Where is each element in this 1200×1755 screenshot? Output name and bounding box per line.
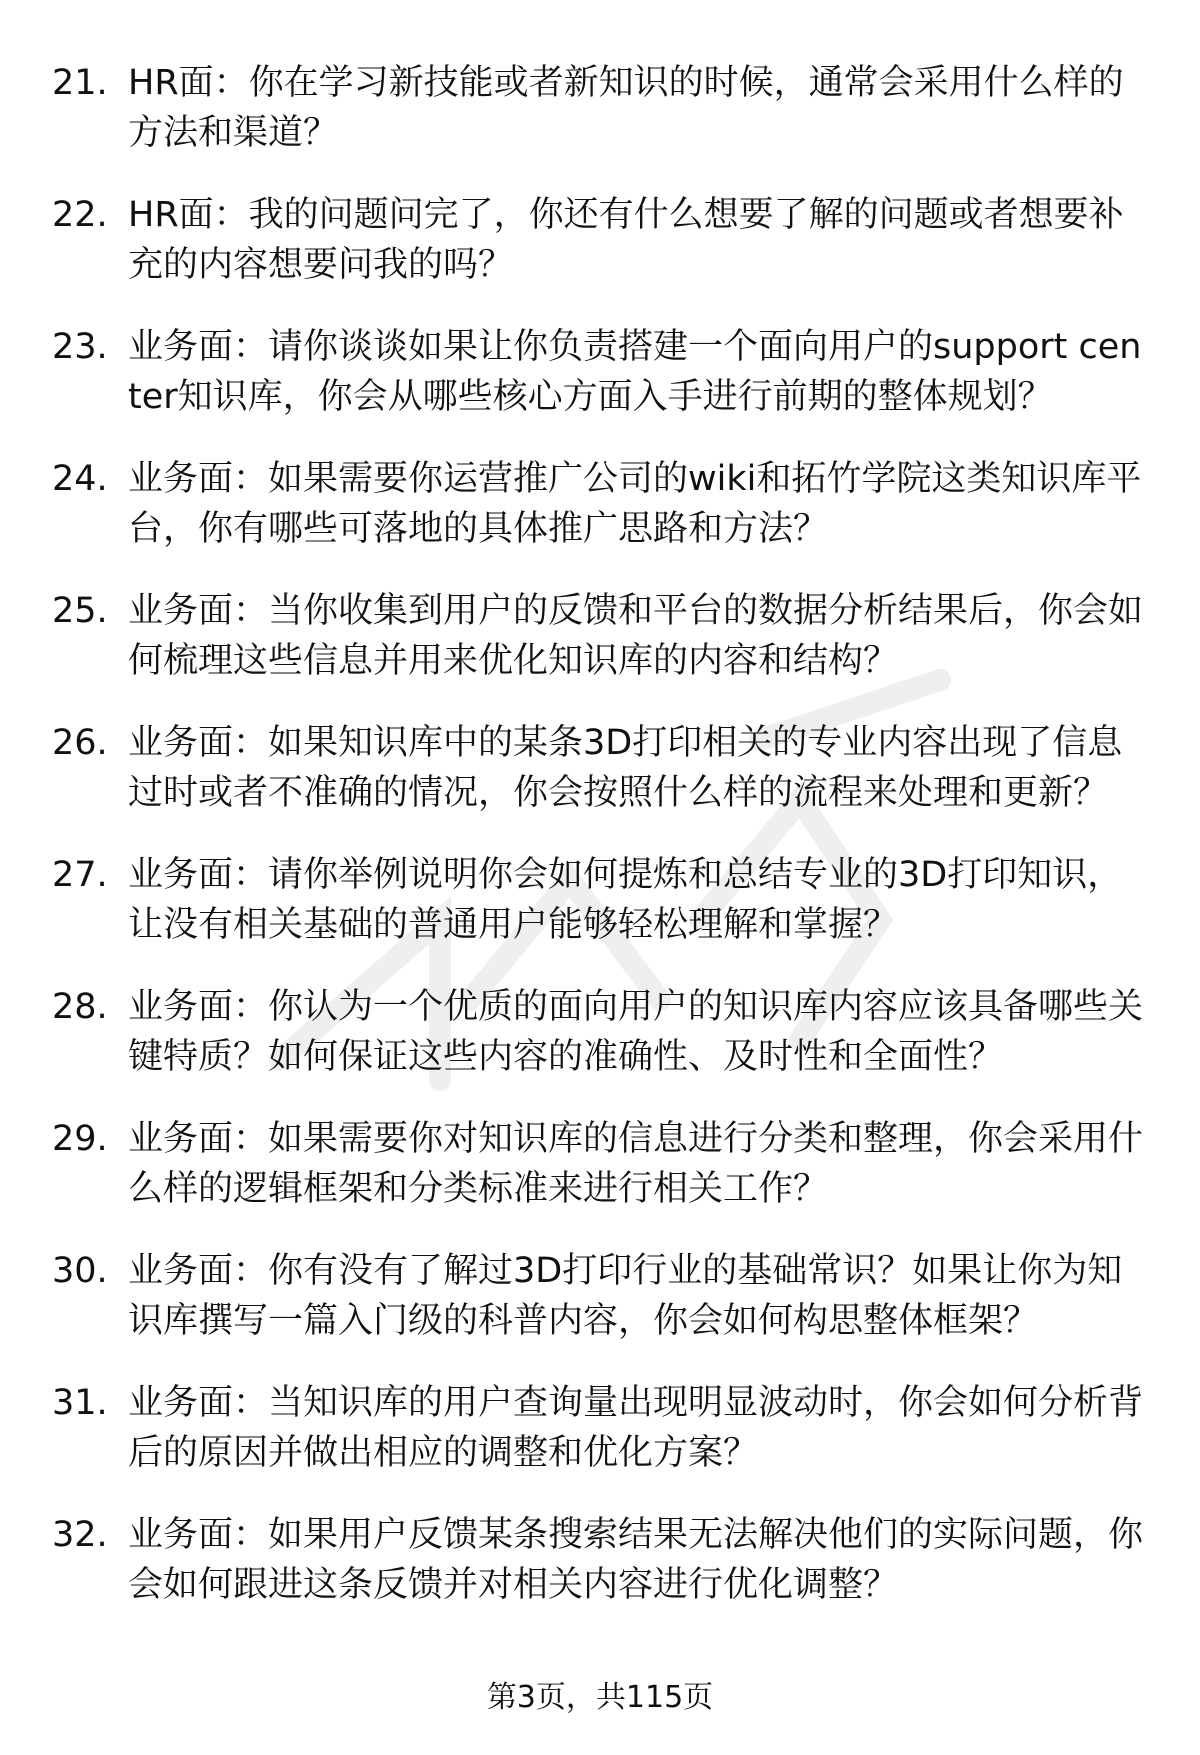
question-text: 业务面：如果需要你运营推广公司的wiki和拓竹学院这类知识库平台，你有哪些可落地的具体推广思路和方法？ <box>128 459 1142 549</box>
question-item <box>52 58 1152 190</box>
question-text: 业务面：当你收集到用户的反馈和平台的数据分析结果后，你会如何梳理这些信息并用来优化知识库的内容和结构？ <box>128 591 1144 681</box>
question-text: 业务面：如果知识库中的某条3D打印相关的专业内容出现了信息过时或者不准确的情况，你会按照什么样的流程来处理和更新？ <box>128 723 1123 813</box>
question-text: 业务面：当知识库的用户查询量出现明显波动时，你会如何分析背后的原因并做出相应的调整和优化方案？ <box>128 1383 1144 1473</box>
question-number: 28. <box>52 987 108 1027</box>
question-text: HR面：我的问题问完了，你还有什么想要了解的问题或者想要补充的内容想要问我的吗？ <box>128 195 1124 285</box>
question-item <box>52 718 1152 850</box>
question-item <box>52 982 1152 1114</box>
question-item <box>52 1114 1152 1246</box>
question-item <box>52 586 1152 718</box>
question-text: 业务面：你认为一个优质的面向用户的知识库内容应该具备哪些关键特质？如何保证这些内容的准确性、及时性和全面性？ <box>128 987 1144 1077</box>
question-number: 26. <box>52 723 108 763</box>
question-number: 30. <box>52 1251 108 1291</box>
page-number-footer: 第3页，共115页 <box>486 1680 714 1715</box>
question-number: 25. <box>52 591 108 631</box>
question-number: 24. <box>52 459 108 499</box>
question-number: 22. <box>52 195 108 235</box>
question-text: 业务面：如果用户反馈某条搜索结果无法解决他们的实际问题，你会如何跟进这条反馈并对相关内容进行优化调整？ <box>128 1515 1144 1605</box>
question-item <box>52 1378 1152 1510</box>
question-text: 业务面：如果需要你对知识库的信息进行分类和整理，你会采用什么样的逻辑框架和分类标准来进行相关工作？ <box>128 1119 1144 1209</box>
question-text: HR面：你在学习新技能或者新知识的时候，通常会采用什么样的方法和渠道？ <box>128 63 1124 153</box>
question-text: 业务面：请你谈谈如果让你负责搭建一个面向用户的support center知识库，你会从哪些核心方面入手进行前期的整体规划？ <box>128 327 1142 417</box>
question-number: 23. <box>52 327 108 367</box>
question-list <box>52 58 1152 1642</box>
question-item <box>52 190 1152 322</box>
question-text: 业务面：请你举例说明你会如何提炼和总结专业的3D打印知识，让没有相关基础的普通用户能够轻松理解和掌握？ <box>128 855 1123 945</box>
question-number: 21. <box>52 63 108 103</box>
question-text: 业务面：你有没有了解过3D打印行业的基础常识？如果让你为知识库撰写一篇入门级的科普内容，你会如何构思整体框架？ <box>128 1251 1123 1341</box>
question-item <box>52 1246 1152 1378</box>
question-number: 31. <box>52 1383 108 1423</box>
question-item <box>52 454 1152 586</box>
question-number: 29. <box>52 1119 108 1159</box>
question-number: 32. <box>52 1515 108 1555</box>
question-item <box>52 1510 1152 1642</box>
question-number: 27. <box>52 855 108 895</box>
question-item <box>52 850 1152 982</box>
question-item <box>52 322 1152 454</box>
